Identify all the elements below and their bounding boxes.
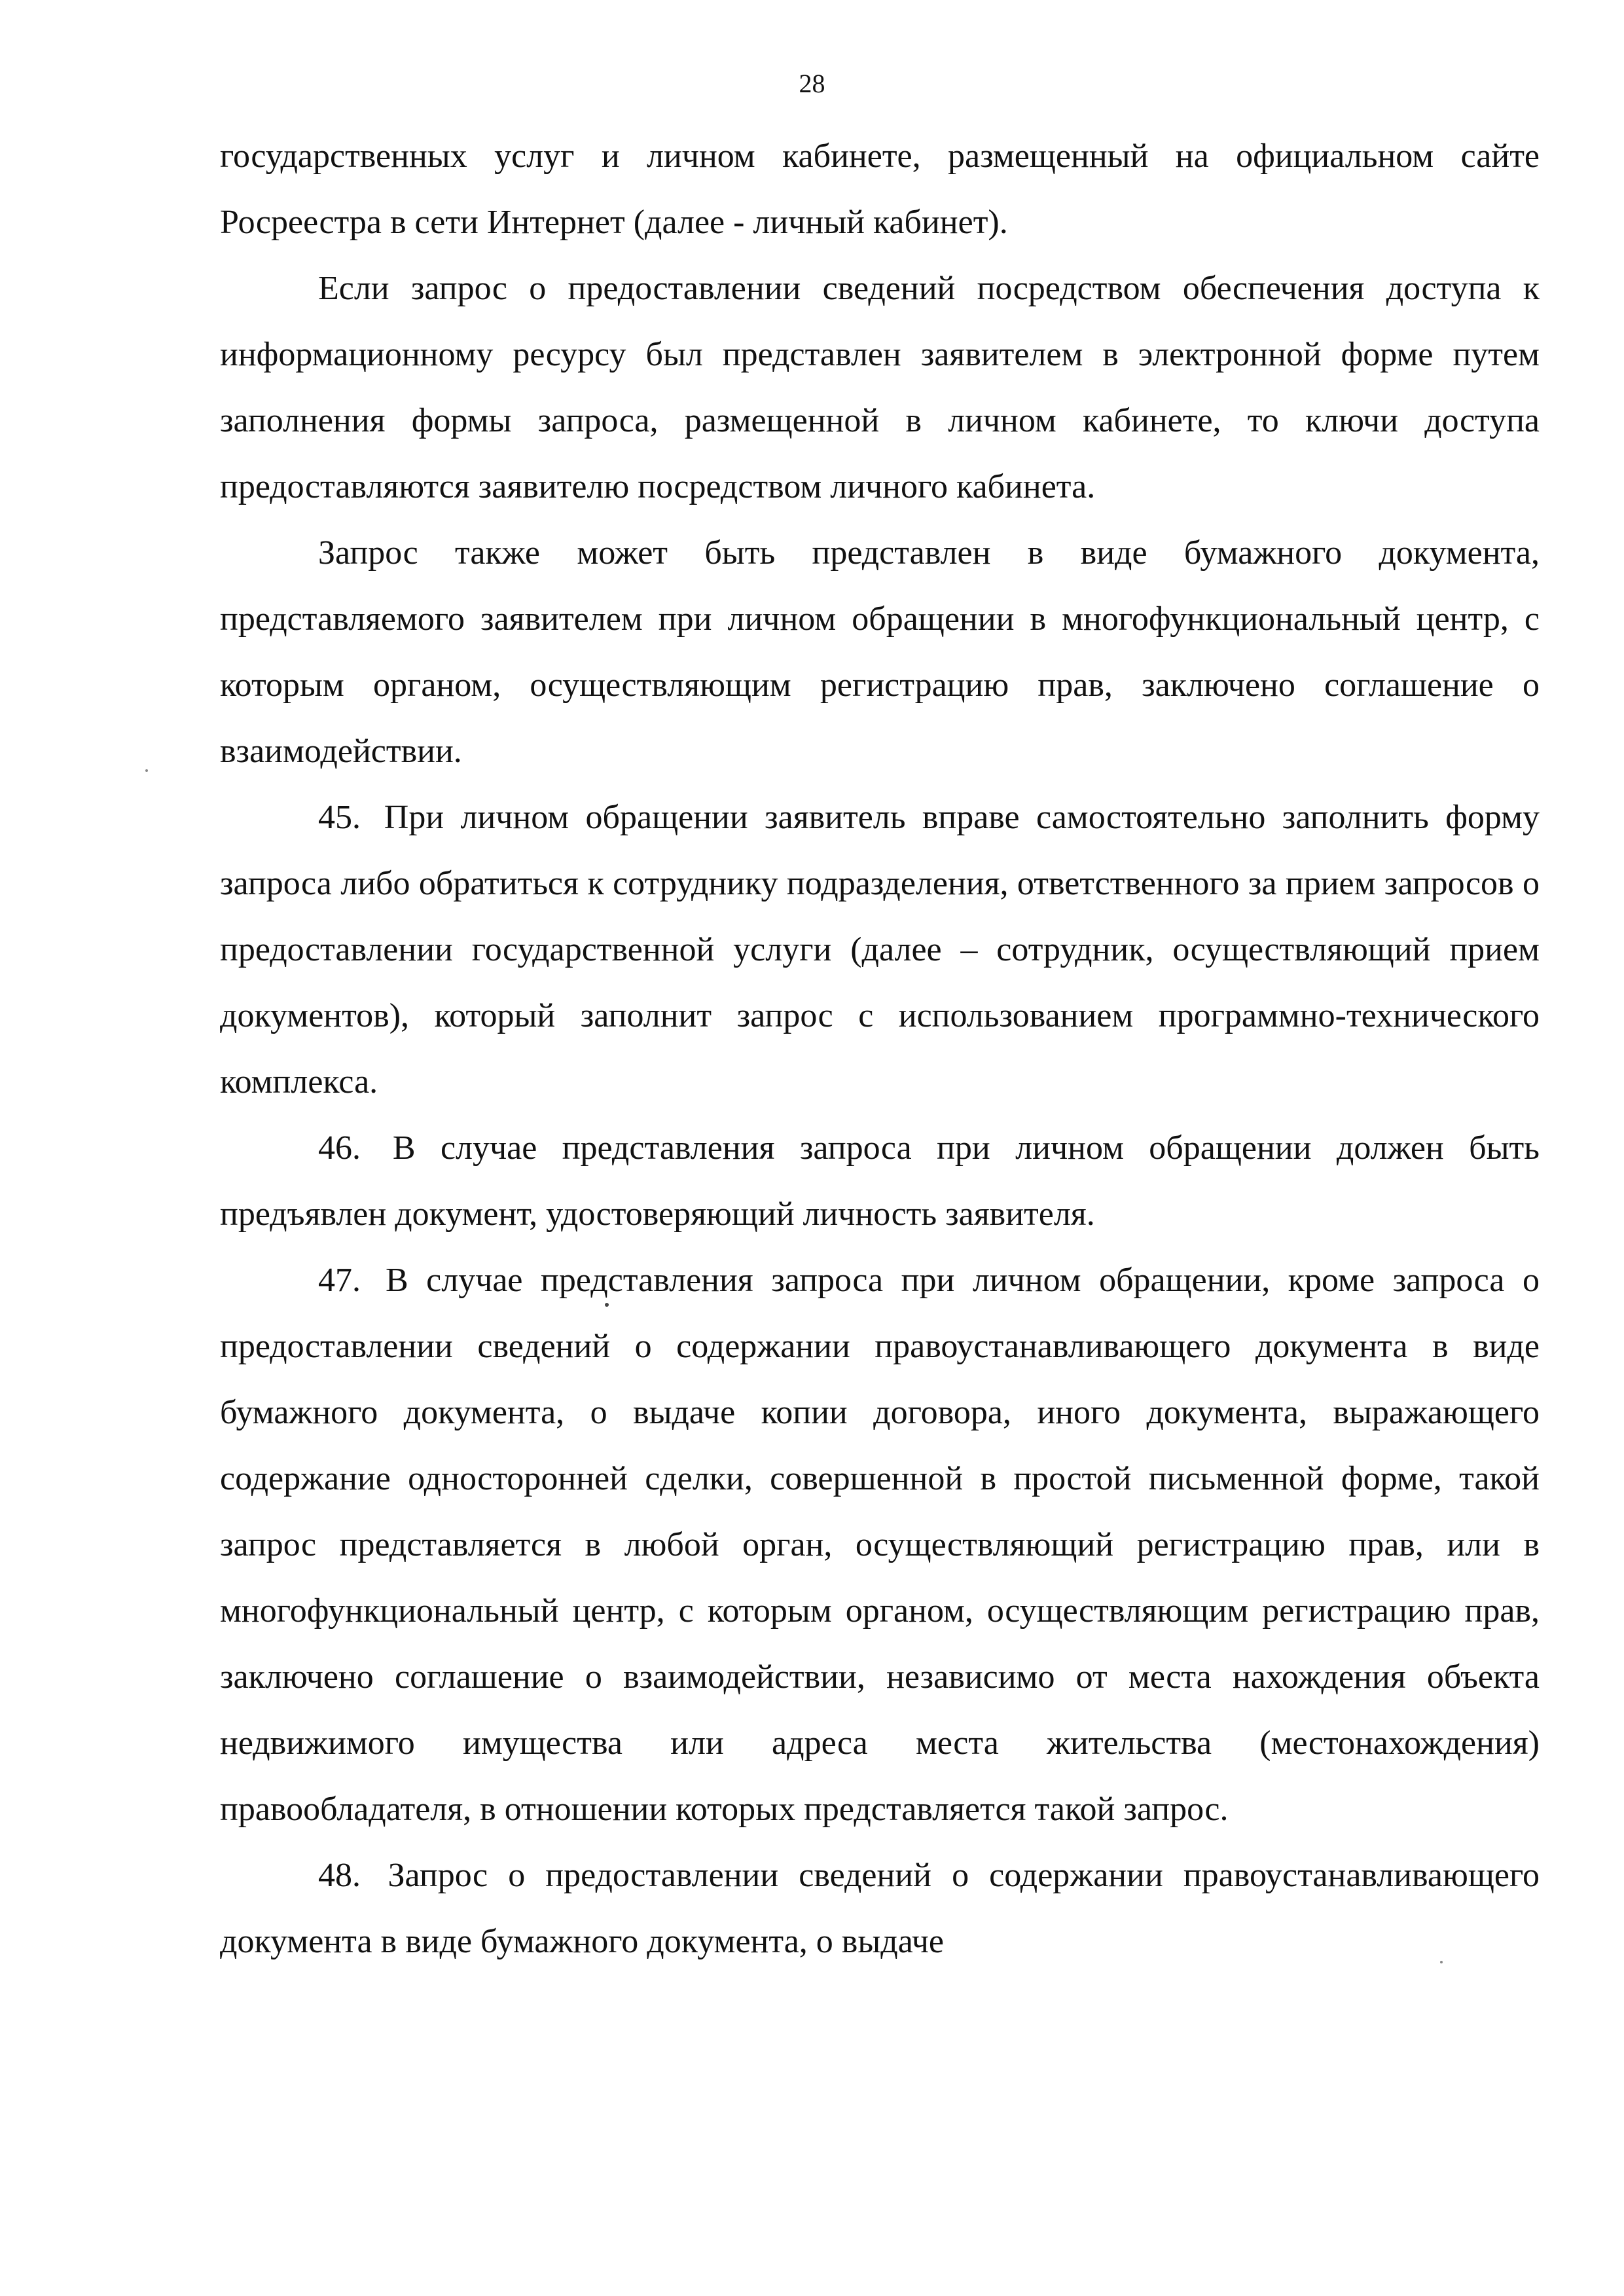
- paragraph-number: 46.: [318, 1129, 361, 1167]
- scan-speck: [605, 1303, 609, 1307]
- paragraph-46: [220, 1115, 1540, 1247]
- paragraph-text: В случае представления запроса при личном обращении, кроме запроса о предоставлении сведений о содержании правоустанавливающего документа в виде бумажного документа, о выдаче копии договора, иного документа, выражающего содержание односторонней сделки, совершенной в простой письменной форме, такой запрос представляется в любой орган, осуществляющий регистрацию прав, или в многофункциональный центр, с которым органом, осуществляющим регистрацию прав, заключено соглашение о взаимодействии, независимо от места нахождения объекта недвижимого имущества или адреса места жительства (местонахождения) правообладателя, в отношении которых представляется такой запрос.: [220, 1262, 1540, 1828]
- paragraph-47: [220, 1247, 1540, 1842]
- paragraph-number: 47.: [318, 1262, 361, 1299]
- paragraph-text: государственных услуг и личном кабинете, размещенный на официальном сайте Росреестра в сети Интернет (далее - личный кабинет).: [220, 137, 1540, 241]
- paragraph-text: В случае представления запроса при личном обращении должен быть предъявлен документ, удостоверяющий личность заявителя.: [220, 1129, 1540, 1233]
- paragraph-electronic-request: [220, 255, 1540, 520]
- document-body: [220, 123, 1540, 1975]
- paragraph-paper-request: [220, 520, 1540, 784]
- paragraph-48: [220, 1842, 1540, 1975]
- paragraph-continuation: [220, 123, 1540, 255]
- scan-speck: [1440, 1961, 1443, 1963]
- paragraph-text: Если запрос о предоставлении сведений посредством обеспечения доступа к информационному ресурсу был представлен заявителем в электронной форме путем заполнения формы запроса, размещенной в личном кабинете, то ключи доступа предоставляются заявителю посредством личного кабинета.: [220, 270, 1540, 505]
- paragraph-text: Запрос о предоставлении сведений о содержании правоустанавливающего документа в виде бумажного документа, о выдаче: [220, 1857, 1540, 1960]
- paragraph-number: 45.: [318, 799, 361, 836]
- paragraph-text: При личном обращении заявитель вправе самостоятельно заполнить форму запроса либо обратиться к сотруднику подразделения, ответственного за прием запросов о предоставлении государственной услуги (далее – сотрудник, осуществляющий прием документов), который заполнит запрос с использованием программно-технического комплекса.: [220, 799, 1540, 1101]
- scan-speck: [145, 769, 148, 772]
- paragraph-45: [220, 784, 1540, 1115]
- page-number: 28: [799, 69, 825, 98]
- paragraph-text: Запрос также может быть представлен в виде бумажного документа, представляемого заявителем при личном обращении в многофункциональный центр, с которым органом, осуществляющим регистрацию прав, заключено соглашение о взаимодействии.: [220, 534, 1540, 770]
- paragraph-number: 48.: [318, 1857, 361, 1894]
